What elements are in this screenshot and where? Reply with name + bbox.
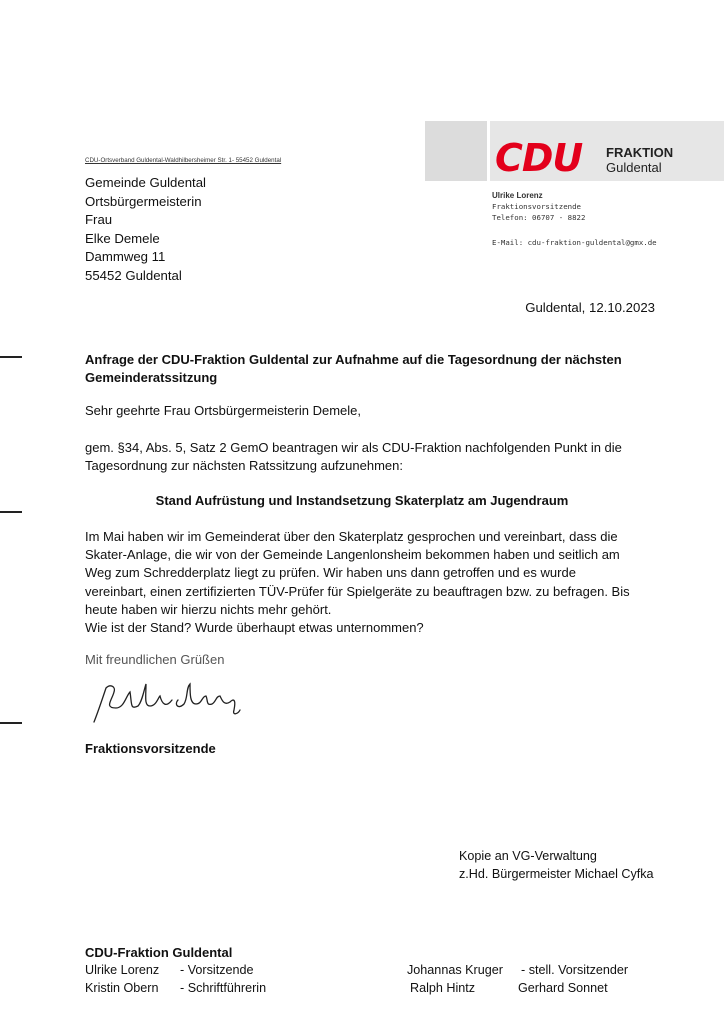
contact-email: E-Mail: cdu-fraktion-guldental@gmx.de — [492, 238, 657, 247]
copy-line: Kopie an VG-Verwaltung — [459, 849, 597, 863]
logo-band-left — [425, 121, 487, 181]
footer-member-name: Ulrike Lorenz — [85, 963, 160, 977]
handwritten-signature — [86, 670, 246, 730]
letter-subject: Anfrage der CDU-Fraktion Guldental zur Aufnahme auf die Tagesordnung der nächsten Gemeinderatssitzung — [85, 352, 622, 385]
contact-name: Ulrike Lorenz — [492, 191, 543, 200]
copy-line: z.Hd. Bürgermeister Michael Cyfka — [459, 867, 654, 882]
footer-member-role: - stell. Vorsitzender — [521, 963, 629, 977]
intro-paragraph: gem. §34, Abs. 5, Satz 2 GemO beantragen wir als CDU-Fraktion nachfolgenden Punkt in die Tagesordnung zur nächsten Ratssitzung aufzunehmen: — [85, 440, 622, 473]
logo-band-divider — [487, 121, 490, 181]
recipient-line: Elke Demele — [85, 230, 160, 246]
body-line: heute haben wir hierzu nichts mehr gehört. — [85, 601, 332, 617]
contact-role: Fraktionsvorsitzende — [492, 202, 581, 211]
footer-member-name: Gerhard Sonnet — [518, 981, 608, 995]
agenda-topic: Stand Aufrüstung und Instandsetzung Skaterplatz am Jugendraum — [155, 493, 569, 508]
fold-mark-top — [0, 356, 22, 358]
recipient-line: Dammweg 11 — [85, 249, 166, 265]
body-paragraph — [85, 528, 665, 637]
body-line: Im Mai haben wir im Gemeinderat über den Skaterplatz gesprochen und vereinbart, dass die — [85, 529, 618, 544]
footer-member-name: Ralph Hintz — [410, 981, 476, 995]
body-line: Weg zum Schredderplatz liegt zu prüfen. Wir haben uns dann getroffen und es wurde — [85, 565, 576, 581]
sender-line: CDU-Ortsverband Guldental-Waldhilbersheimer Str. 1- 55452 Guldental — [85, 157, 282, 164]
copy-note — [459, 847, 654, 884]
footer-title: CDU-Fraktion Guldental — [85, 945, 233, 960]
closing: Mit freundlichen Grüßen — [85, 652, 225, 667]
recipient-line: Ortsbürgermeisterin — [85, 193, 202, 209]
fold-mark-middle — [0, 511, 22, 513]
body-line: vereinbart, einen zertifizierten TÜV-Prüfer für Spielgeräte zu beauftragen bzw. zu befragen. Bis — [85, 583, 630, 599]
recipient-address — [85, 174, 206, 286]
footer-member-role: - Vorsitzende — [180, 963, 254, 977]
contact-phone: Telefon: 06707 - 8822 — [492, 213, 586, 222]
footer-member-role: - Schriftführerin — [180, 981, 267, 995]
letter-date: Guldental, 12.10.2023 — [525, 300, 655, 315]
salutation: Sehr geehrte Frau Ortsbürgermeisterin Demele, — [85, 403, 362, 418]
recipient-line: 55452 Guldental — [85, 267, 182, 283]
logo-fraktion: FRAKTION — [606, 145, 674, 160]
logo-guldental: Guldental — [606, 160, 662, 175]
fold-mark-bottom — [0, 722, 22, 724]
footer-member-name: Kristin Obern — [85, 981, 159, 995]
body-line: Wie ist der Stand? Wurde überhaupt etwas unternommen? — [85, 620, 424, 636]
contact-block — [492, 190, 657, 248]
signature-role: Fraktionsvorsitzende — [85, 741, 216, 756]
recipient-line: Gemeinde Guldental — [85, 175, 206, 190]
footer-member-name: Johannas Kruger — [407, 963, 503, 977]
body-line: Skater-Anlage, die wir von der Gemeinde Langenlonsheim bekommen haben und seitlich am — [85, 547, 620, 563]
cdu-logo: CDU — [495, 136, 583, 180]
recipient-line: Frau — [85, 212, 113, 228]
